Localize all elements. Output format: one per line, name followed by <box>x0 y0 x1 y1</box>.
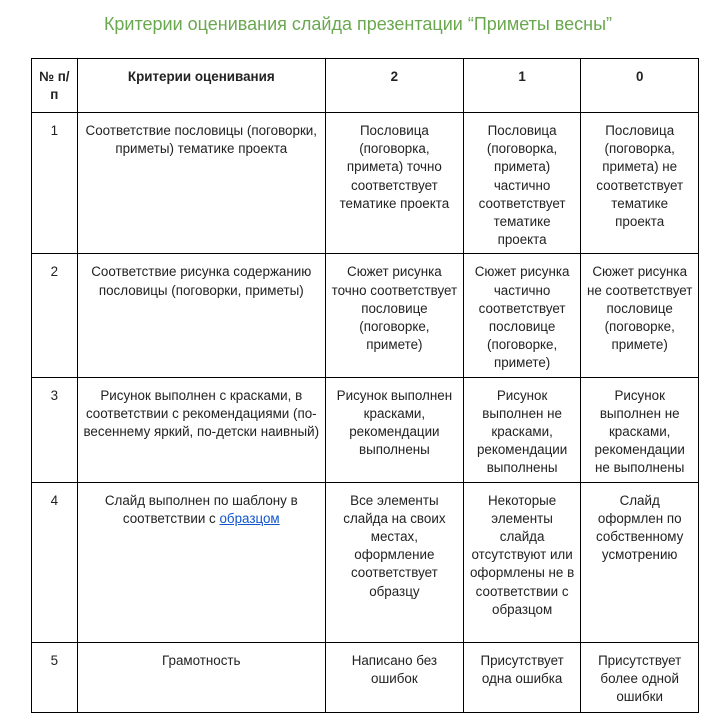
table-row <box>32 254 699 377</box>
score-2-cell: Написано без ошибок <box>325 642 463 712</box>
criterion-cell: Соответствие пословицы (поговорки, приметы) тематике проекта <box>77 113 325 254</box>
header-number: № п/п <box>32 59 78 113</box>
criterion-text: Слайд выполнен по шаблону в соответствии с <box>104 492 298 526</box>
header-score-0: 0 <box>581 59 699 113</box>
criterion-cell: Рисунок выполнен с красками, в соответствии с рекомендациями (по-весеннему яркий, по-детски наивный) <box>77 377 325 482</box>
score-0-cell: Рисунок выполнен не красками, рекомендации не выполнены <box>581 377 699 482</box>
table-header-row <box>32 59 699 113</box>
score-2-cell: Сюжет рисунка точно соответствует пословице (поговорке, примете) <box>325 254 463 377</box>
score-0-cell: Пословица (поговорка, примета) не соответствует тематике проекта <box>581 113 699 254</box>
header-score-1: 1 <box>463 59 581 113</box>
score-2-cell: Пословица (поговорка, примета) точно соответствует тематике проекта <box>325 113 463 254</box>
table-row <box>32 113 699 254</box>
score-2-cell: Все элементы слайда на своих местах, оформление соответствует образцу <box>325 482 463 642</box>
sample-link[interactable]: образцом <box>219 510 280 526</box>
row-number: 4 <box>32 482 78 642</box>
criterion-cell: Грамотность <box>77 642 325 712</box>
score-1-cell: Присутствует одна ошибка <box>463 642 581 712</box>
row-number: 3 <box>32 377 78 482</box>
criteria-table <box>31 58 699 713</box>
table-row <box>32 642 699 712</box>
score-1-cell: Некоторые элементы слайда отсутствуют или оформлены не в соответствии с образцом <box>463 482 581 642</box>
score-1-cell: Рисунок выполнен не красками, рекомендации выполнены <box>463 377 581 482</box>
score-2-cell: Рисунок выполнен красками, рекомендации выполнены <box>325 377 463 482</box>
score-0-cell: Слайд оформлен по собственному усмотрению <box>581 482 699 642</box>
score-1-cell: Пословица (поговорка, примета) частично соответствует тематике проекта <box>463 113 581 254</box>
row-number: 1 <box>32 113 78 254</box>
criterion-cell <box>77 482 325 642</box>
table-row <box>32 482 699 642</box>
row-number: 2 <box>32 254 78 377</box>
score-0-cell: Присутствует более одной ошибки <box>581 642 699 712</box>
table-row <box>32 377 699 482</box>
row-number: 5 <box>32 642 78 712</box>
criterion-cell: Соответствие рисунка содержанию пословицы (поговорки, приметы) <box>77 254 325 377</box>
page-title: Критерии оценивания слайда презентации “Приметы весны” <box>103 14 613 34</box>
score-0-cell: Сюжет рисунка не соответствует пословице (поговорке, примете) <box>581 254 699 377</box>
header-criteria: Критерии оценивания <box>77 59 325 113</box>
score-1-cell: Сюжет рисунка частично соответствует пословице (поговорке, примете) <box>463 254 581 377</box>
header-score-2: 2 <box>325 59 463 113</box>
